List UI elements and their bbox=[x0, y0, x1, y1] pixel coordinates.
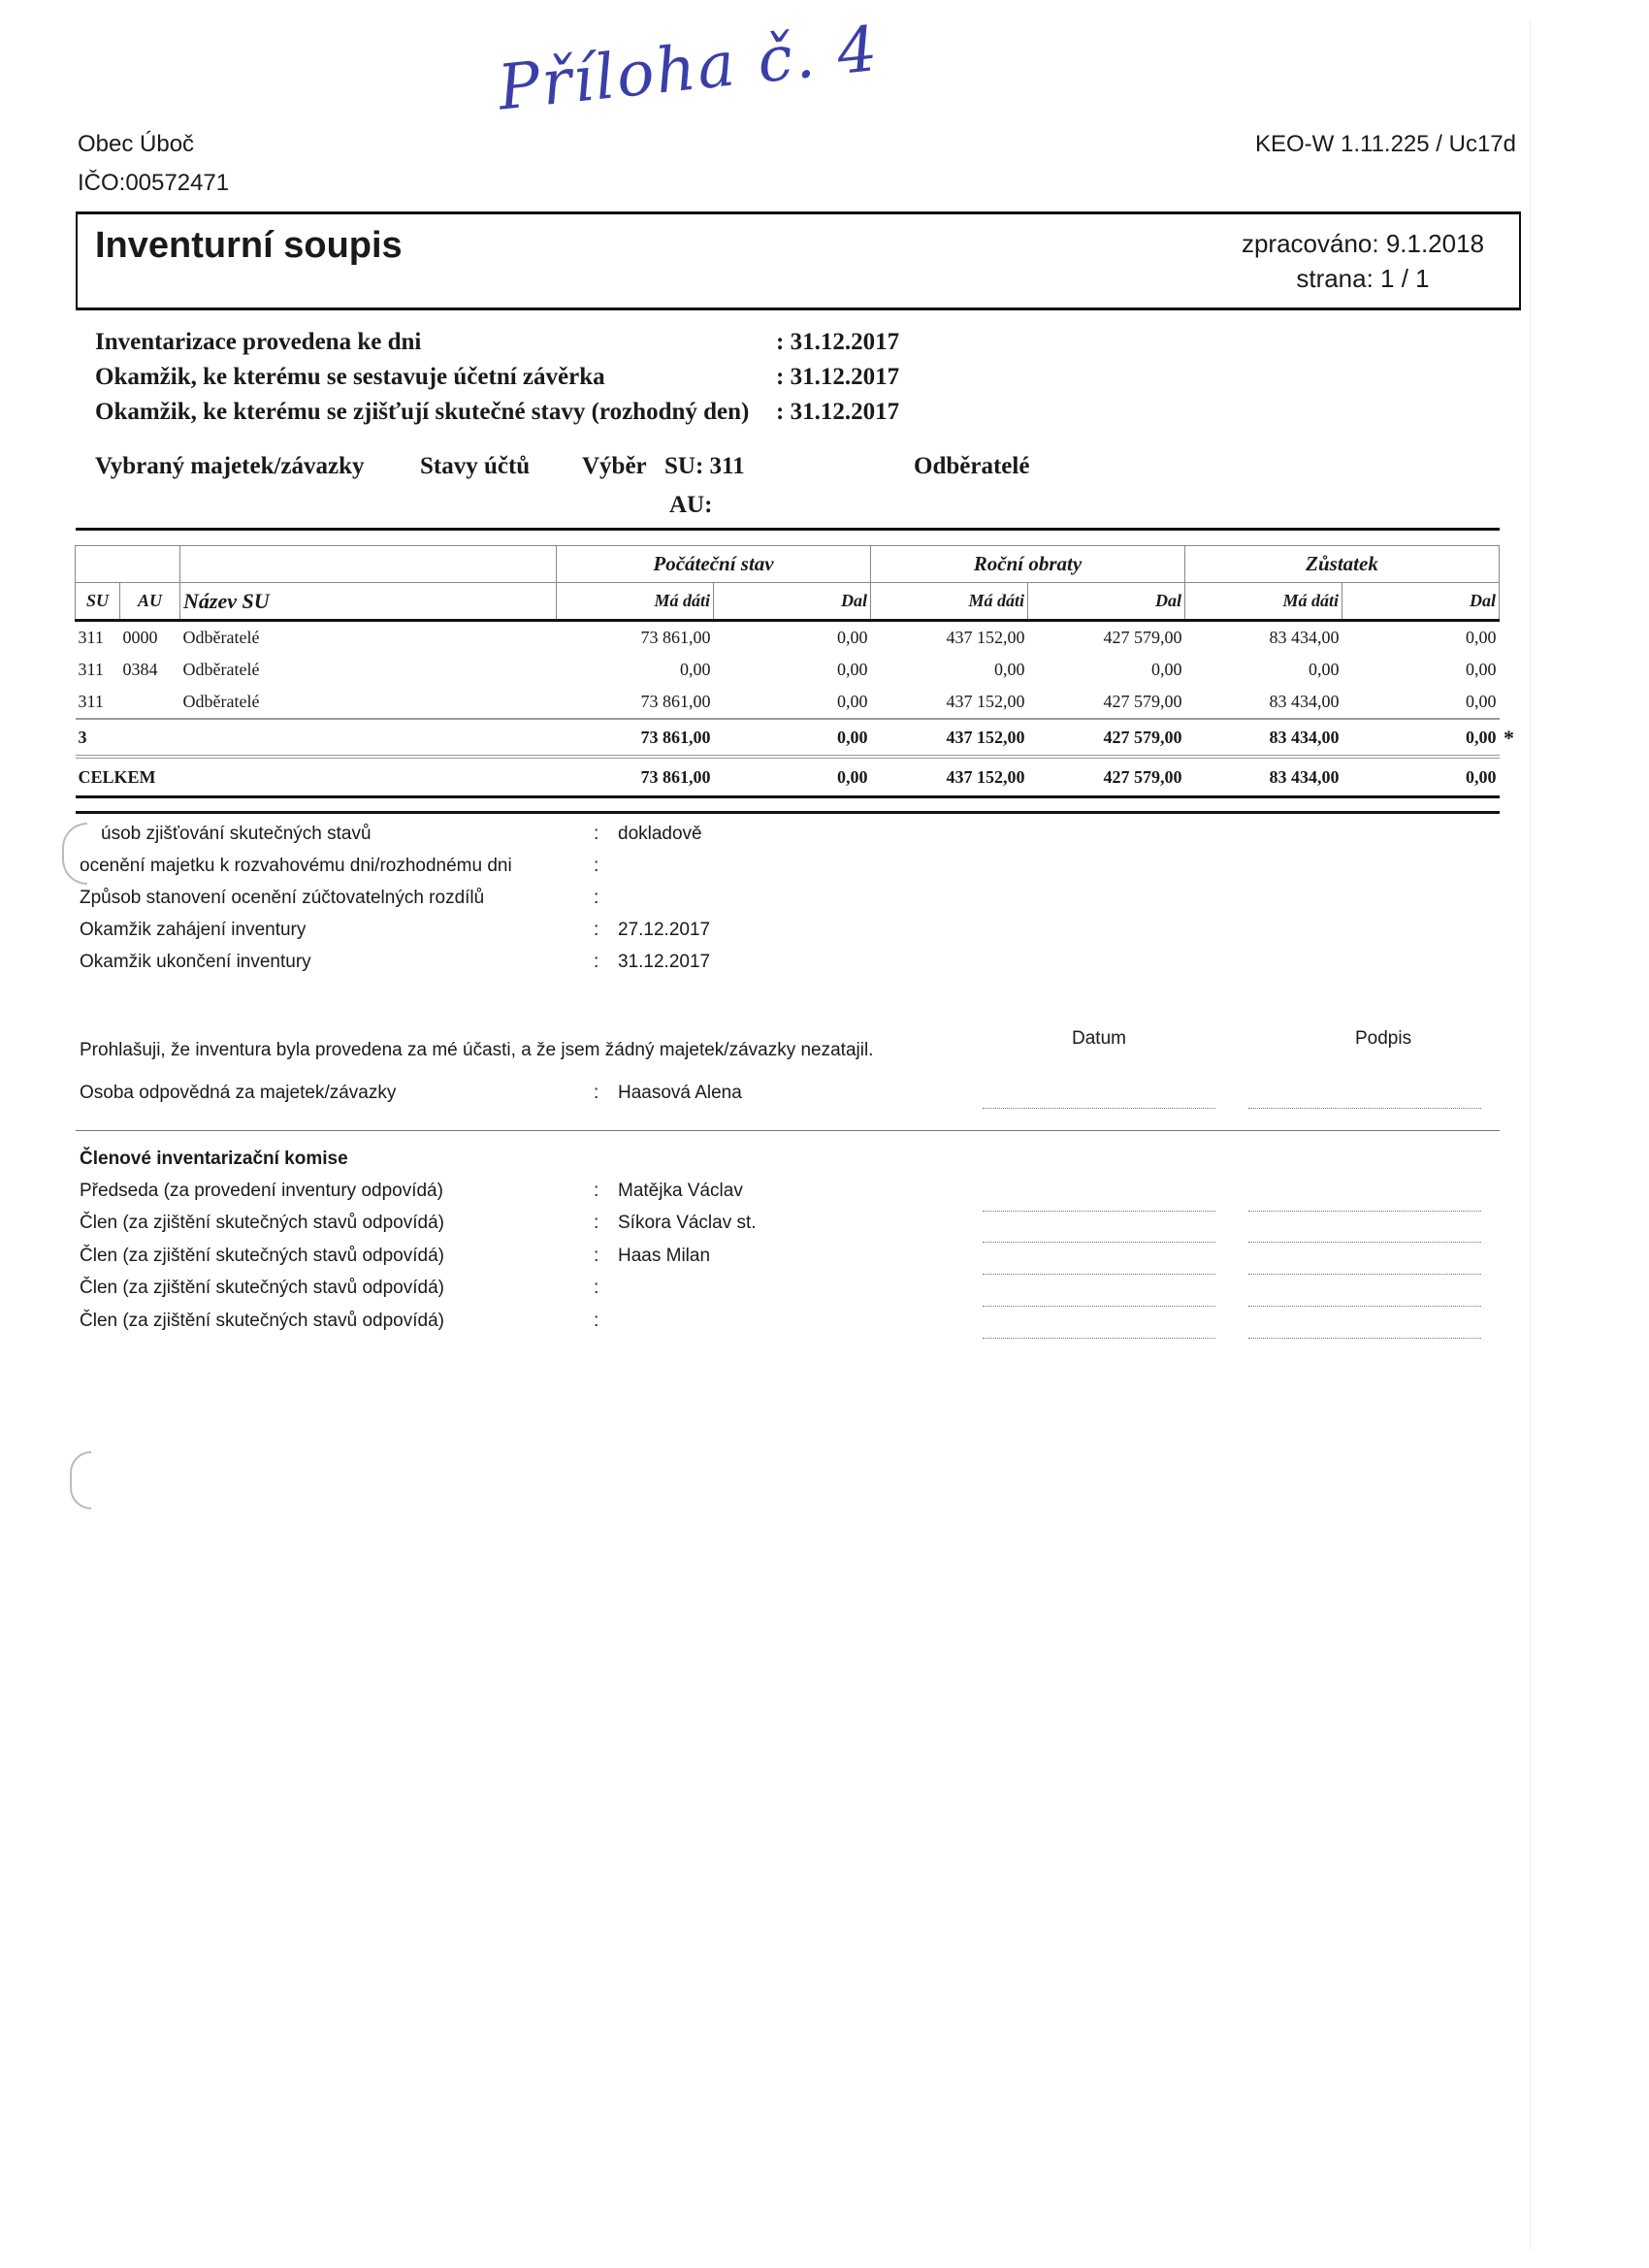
start-date: 27.12.2017 bbox=[618, 920, 711, 940]
header-blank bbox=[76, 546, 180, 583]
total-turnover-debit: 437 152,00 bbox=[871, 757, 1028, 797]
member-role: Člen (za zjištění skutečných stavů odpovídá) bbox=[80, 1278, 444, 1298]
cell-opening-debit: 73 861,00 bbox=[640, 692, 711, 711]
member-name: Matějka Václav bbox=[618, 1181, 743, 1201]
member-name: Síkora Václav st. bbox=[618, 1213, 757, 1233]
column-header-su: SU bbox=[76, 583, 120, 621]
cell-turnover-debit: 437 152,00 bbox=[946, 628, 1025, 647]
divider bbox=[76, 811, 1500, 814]
responsible-label: Osoba odpovědná za majetek/závazky bbox=[80, 1083, 397, 1103]
header-blank-name bbox=[180, 546, 557, 583]
divider bbox=[76, 1130, 1500, 1131]
info-value-inventory-date: : 31.12.2017 bbox=[776, 329, 900, 355]
scan-edge bbox=[1530, 19, 1531, 2251]
cell-turnover-credit: 427 579,00 bbox=[1103, 692, 1182, 711]
member-role: Člen (za zjištění skutečných stavů odpovídá) bbox=[80, 1311, 444, 1331]
selection-au: AU: bbox=[669, 492, 713, 518]
page-number: strana: 1 / 1 bbox=[1296, 264, 1430, 293]
selection-type: Stavy účtů bbox=[420, 453, 531, 479]
member-date-line[interactable] bbox=[983, 1274, 1215, 1275]
group-header-opening-balance: Počáteční stav bbox=[557, 546, 871, 583]
table-row bbox=[76, 686, 1500, 719]
member-signature-line[interactable] bbox=[1248, 1338, 1481, 1339]
signature-column-header: Podpis bbox=[1355, 1028, 1412, 1049]
member-date-line[interactable] bbox=[983, 1338, 1215, 1339]
cell-opening-debit: 0,00 bbox=[680, 660, 711, 679]
column-header-name: Název SU bbox=[180, 583, 557, 621]
differences-colon: : bbox=[594, 888, 599, 908]
responsible-colon: : bbox=[594, 1083, 599, 1103]
commission-heading: Členové inventarizační komise bbox=[80, 1149, 348, 1169]
total-balance-debit: 83 434,00 bbox=[1185, 757, 1342, 797]
column-header-credit: Dal bbox=[714, 583, 871, 621]
member-colon: : bbox=[594, 1278, 599, 1298]
differences-label: Způsob stanovení ocenění zúčtovatelných rozdílů bbox=[80, 888, 485, 908]
cell-balance-debit: 0,00 bbox=[1309, 660, 1340, 679]
selection-label: Vybraný majetek/závazky bbox=[95, 453, 365, 479]
cell-balance-credit: 0,00 bbox=[1466, 660, 1497, 679]
total-row bbox=[76, 757, 1500, 797]
cell-opening-credit: 0,00 bbox=[837, 660, 868, 679]
selection-su: SU: 311 bbox=[664, 453, 745, 479]
table-row bbox=[76, 654, 1500, 686]
total-opening-debit: 73 861,00 bbox=[557, 757, 714, 797]
selection-su-name: Odběratelé bbox=[914, 453, 1030, 479]
info-label-inventory-date: Inventarizace provedena ke dni bbox=[95, 329, 422, 355]
cell-turnover-credit: 0,00 bbox=[1151, 660, 1182, 679]
subtotal-mark: * bbox=[1504, 726, 1514, 750]
subtotal-opening-credit: 0,00 bbox=[714, 719, 871, 757]
cell-turnover-debit: 0,00 bbox=[994, 660, 1025, 679]
member-signature-line[interactable] bbox=[1248, 1306, 1481, 1307]
cell-su: 311 bbox=[78, 628, 104, 647]
date-signature-line[interactable] bbox=[983, 1108, 1215, 1109]
cell-name: Odběratelé bbox=[182, 660, 260, 679]
column-header-credit: Dal bbox=[1028, 583, 1185, 621]
start-label: Okamžik zahájení inventury bbox=[80, 920, 307, 940]
cell-name: Odběratelé bbox=[182, 628, 260, 647]
software-version: KEO-W 1.11.225 / Uc17d bbox=[1254, 131, 1516, 157]
column-header-au: AU bbox=[120, 583, 180, 621]
member-signature-line[interactable] bbox=[1248, 1274, 1481, 1275]
method-colon: : bbox=[594, 824, 599, 844]
cell-au: 0000 bbox=[122, 628, 158, 647]
signature-line[interactable] bbox=[1248, 1108, 1481, 1109]
cell-balance-credit: 0,00 bbox=[1466, 692, 1497, 711]
handwritten-annotation: Příloha č. 4 bbox=[495, 13, 883, 125]
start-colon: : bbox=[594, 920, 599, 940]
subtotal-balance-credit: 0,00 bbox=[1342, 719, 1500, 757]
cell-balance-debit: 83 434,00 bbox=[1269, 628, 1340, 647]
member-colon: : bbox=[594, 1246, 599, 1266]
table-row bbox=[76, 621, 1500, 655]
member-role: Předseda (za provedení inventury odpovídá) bbox=[80, 1181, 443, 1201]
total-turnover-credit: 427 579,00 bbox=[1028, 757, 1185, 797]
end-colon: : bbox=[594, 952, 599, 972]
member-role: Člen (za zjištění skutečných stavů odpovídá) bbox=[80, 1246, 444, 1266]
total-balance-credit: 0,00 bbox=[1342, 757, 1500, 797]
member-colon: : bbox=[594, 1181, 599, 1201]
column-header-debit: Má dáti bbox=[557, 583, 714, 621]
declaration-text: Prohlašuji, že inventura byla provedena za mé účasti, a že jsem žádný majetek/závazky nezatajil. bbox=[80, 1040, 874, 1060]
end-date: 31.12.2017 bbox=[618, 952, 711, 972]
column-header-debit: Má dáti bbox=[1185, 583, 1342, 621]
cell-au bbox=[120, 686, 180, 719]
subtotal-row bbox=[76, 719, 1500, 757]
date-column-header: Datum bbox=[1072, 1028, 1126, 1049]
responsible-name: Haasová Alena bbox=[618, 1083, 742, 1103]
valuation-colon: : bbox=[594, 856, 599, 876]
cell-au: 0384 bbox=[122, 660, 158, 679]
cell-turnover-credit: 427 579,00 bbox=[1103, 628, 1182, 647]
punch-hole-mark bbox=[70, 1451, 91, 1509]
member-signature-line[interactable] bbox=[1248, 1242, 1481, 1243]
member-signature-line[interactable] bbox=[1248, 1211, 1481, 1212]
member-date-line[interactable] bbox=[983, 1242, 1215, 1243]
page-title: Inventurní soupis bbox=[95, 225, 403, 266]
column-header-credit: Dal bbox=[1342, 583, 1500, 621]
method-label: úsob zjišťování skutečných stavů bbox=[101, 824, 372, 844]
member-role: Člen (za zjištění skutečných stavů odpovídá) bbox=[80, 1213, 444, 1233]
selection-filter-label: Výběr bbox=[582, 453, 647, 479]
member-name: Haas Milan bbox=[618, 1246, 711, 1266]
organization-ico: IČO:00572471 bbox=[78, 170, 230, 196]
subtotal-turnover-debit: 437 152,00 bbox=[871, 719, 1028, 757]
cell-turnover-debit: 437 152,00 bbox=[946, 692, 1025, 711]
subtotal-turnover-credit: 427 579,00 bbox=[1028, 719, 1185, 757]
column-header-debit: Má dáti bbox=[871, 583, 1028, 621]
info-label-decisive-date: Okamžik, ke kterému se zjišťují skutečné stavy (rozhodný den) bbox=[95, 399, 750, 425]
total-label: CELKEM bbox=[76, 757, 557, 797]
cell-balance-credit: 0,00 bbox=[1466, 628, 1497, 647]
member-date-line[interactable] bbox=[983, 1306, 1215, 1307]
organization-name: Obec Úboč bbox=[78, 131, 195, 157]
cell-balance-debit: 83 434,00 bbox=[1269, 692, 1340, 711]
valuation-label: ocenění majetku k rozvahovému dni/rozhodnému dni bbox=[80, 856, 512, 876]
info-label-closing-date: Okamžik, ke kterému se sestavuje účetní závěrka bbox=[95, 364, 605, 390]
method-value: dokladově bbox=[618, 824, 702, 844]
member-colon: : bbox=[594, 1213, 599, 1233]
group-header-balance: Zůstatek bbox=[1185, 546, 1500, 583]
cell-opening-credit: 0,00 bbox=[837, 692, 868, 711]
cell-name: Odběratelé bbox=[182, 692, 260, 711]
cell-su: 311 bbox=[78, 692, 104, 711]
info-value-closing-date: : 31.12.2017 bbox=[776, 364, 900, 390]
group-header-annual-turnover: Roční obraty bbox=[871, 546, 1185, 583]
inventory-table bbox=[75, 545, 1500, 798]
processed-date: zpracováno: 9.1.2018 bbox=[1241, 229, 1485, 258]
info-value-decisive-date: : 31.12.2017 bbox=[776, 399, 900, 425]
subtotal-opening-debit: 73 861,00 bbox=[557, 719, 714, 757]
member-date-line[interactable] bbox=[983, 1211, 1215, 1212]
end-label: Okamžik ukončení inventury bbox=[80, 952, 311, 972]
cell-opening-credit: 0,00 bbox=[837, 628, 868, 647]
total-opening-credit: 0,00 bbox=[714, 757, 871, 797]
divider bbox=[76, 528, 1500, 531]
cell-opening-debit: 73 861,00 bbox=[640, 628, 711, 647]
cell-su: 311 bbox=[78, 660, 104, 679]
subtotal-label: 3 bbox=[76, 719, 557, 757]
member-colon: : bbox=[594, 1311, 599, 1331]
subtotal-balance-debit: 83 434,00 bbox=[1185, 719, 1342, 757]
